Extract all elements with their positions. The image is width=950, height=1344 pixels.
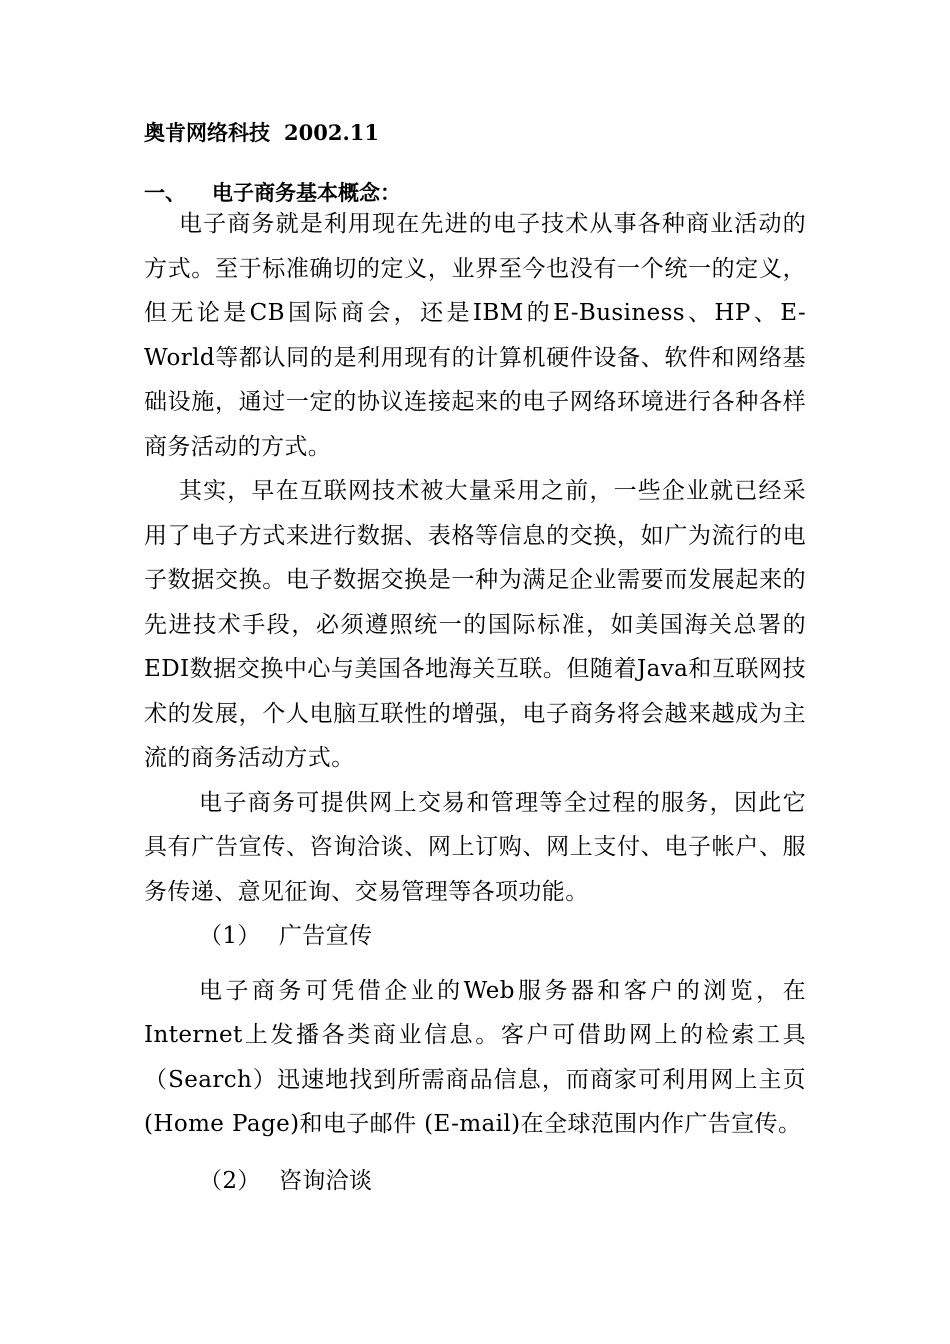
body-text xyxy=(144,202,806,1203)
section-title: 电子商务基本概念： xyxy=(212,180,401,205)
subsection-number: （1） xyxy=(199,923,261,949)
company-name: 奥肯网络科技 xyxy=(144,120,270,145)
subsection-number: （2） xyxy=(199,1167,261,1194)
document-header xyxy=(144,116,379,150)
subsection-label: 咨询洽谈 xyxy=(278,1167,373,1194)
paragraph-advertising: 电子商务可凭借企业的Web服务器和客户的浏览，在Internet上发播各类商业信息。客户可借助网上的检索工具（Search）迅速地找到所需商品信息，而商家可利用网上主页(Home Page)和电子邮件 (E-mail)在全球范围内作广告宣传。 xyxy=(144,977,806,1137)
subsection-label: 广告宣传 xyxy=(278,923,373,949)
subsection-heading-consulting xyxy=(144,1159,806,1204)
paragraph-functions: 电子商务可提供网上交易和管理等全过程的服务，因此它具有广告宣传、咨询洽谈、网上订购、网上支付、电子帐户、服务传递、意见征询、交易管理等各项功能。 xyxy=(144,789,806,905)
subsection-heading-advertising xyxy=(144,914,806,959)
section-number: 一、 xyxy=(144,180,186,205)
document-date: 2002.11 xyxy=(284,120,379,145)
paragraph-definition: 电子商务就是利用现在先进的电子技术从事各种商业活动的方式。至于标准确切的定义，业界至今也没有一个统一的定义，但无论是CB国际商会，还是IBM的E-Business、HP、E-World等都认同的是利用现有的计算机硬件设备、软件和网络基础设施，通过一定的协议连接起来的电子网络环境进行各种各样商务活动的方式。 xyxy=(144,211,806,460)
paragraph-history: 其实，早在互联网技术被大量采用之前，一些企业就已经采用了电子方式来进行数据、表格等信息的交换，如广为流行的电子数据交换。电子数据交换是一种为满足企业需要而发展起来的先进技术手段，必须遵照统一的国际标准，如美国海关总署的EDI数据交换中心与美国各地海关互联。但随着Java和互联网技术的发展，个人电脑互联性的增强，电子商务将会越来越成为主流的商务活动方式。 xyxy=(144,478,806,771)
